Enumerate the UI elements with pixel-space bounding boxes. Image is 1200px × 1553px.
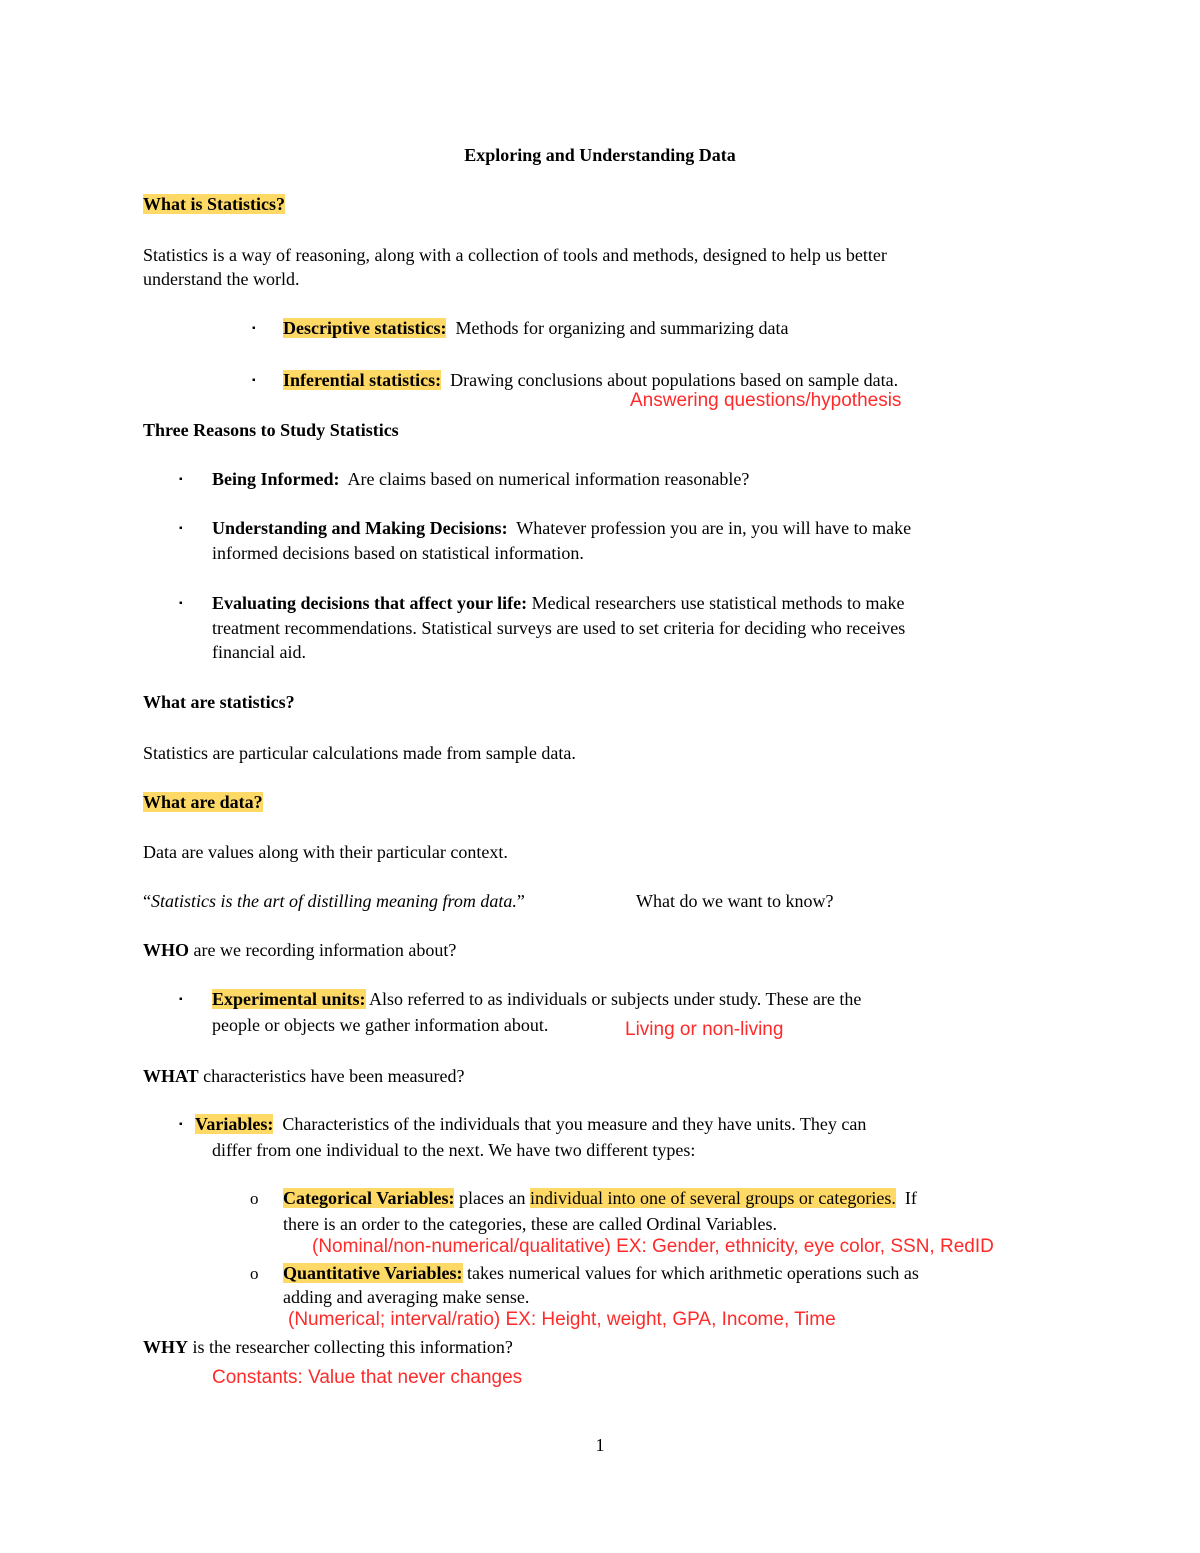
paragraph-line: Statistics is a way of reasoning, along with a collection of tools and methods, designed to help us better	[143, 245, 887, 265]
handwritten-annotation: (Numerical; interval/ratio) EX: Height, weight, GPA, Income, Time	[288, 1309, 836, 1330]
paragraph-line: Data are values along with their particular context.	[143, 842, 508, 862]
list-item-continuation: treatment recommendations. Statistical surveys are used to set criteria for deciding who receives	[212, 618, 906, 638]
what-line: WHAT characteristics have been measured?	[143, 1066, 465, 1086]
page-number: 1	[595, 1435, 605, 1455]
square-bullet-icon: ▪	[179, 1119, 183, 1130]
list-item-continuation: financial aid.	[212, 642, 306, 662]
square-bullet-icon: ▪	[252, 323, 256, 334]
list-item-evaluating: Evaluating decisions that affect your life: Medical researchers use statistical methods to make	[212, 593, 905, 613]
square-bullet-icon: ▪	[252, 375, 256, 386]
quote-line: “Statistics is the art of distilling meaning from data.”	[143, 891, 525, 911]
list-item-continuation: differ from one individual to the next. We have two different types:	[212, 1140, 696, 1160]
why-line: WHY is the researcher collecting this information?	[143, 1337, 513, 1357]
handwritten-annotation: Constants: Value that never changes	[212, 1367, 523, 1388]
heading-what-are-statistics: What are statistics?	[143, 692, 295, 712]
circle-bullet-icon: o	[250, 1189, 259, 1208]
document-title: Exploring and Understanding Data	[464, 145, 736, 165]
handwritten-annotation: Answering questions/hypothesis	[630, 390, 902, 411]
list-item-categorical: Categorical Variables: places an individual into one of several groups or categories. If	[283, 1188, 917, 1208]
list-item-continuation: people or objects we gather information about.	[212, 1015, 549, 1035]
list-item-descriptive: Descriptive statistics: Methods for organizing and summarizing data	[283, 318, 789, 338]
question-line: What do we want to know?	[636, 891, 834, 911]
who-line: WHO are we recording information about?	[143, 940, 457, 960]
square-bullet-icon: ▪	[179, 474, 183, 485]
square-bullet-icon: ▪	[179, 994, 183, 1005]
list-item-being-informed: Being Informed: Are claims based on numerical information reasonable?	[212, 469, 750, 489]
list-item-variables: Variables: Characteristics of the individuals that you measure and they have units. They can	[195, 1114, 867, 1134]
handwritten-annotation: Living or non-living	[625, 1019, 784, 1040]
list-item-decisions: Understanding and Making Decisions: Whatever profession you are in, you will have to make	[212, 518, 912, 538]
list-item-continuation: informed decisions based on statistical information.	[212, 543, 584, 563]
square-bullet-icon: ▪	[179, 523, 183, 534]
list-item-inferential: Inferential statistics: Drawing conclusions about populations based on sample data.	[283, 370, 899, 390]
heading-three-reasons: Three Reasons to Study Statistics	[143, 420, 399, 440]
list-item-continuation: there is an order to the categories, these are called Ordinal Variables.	[283, 1214, 777, 1234]
handwritten-annotation: (Nominal/non-numerical/qualitative) EX: Gender, ethnicity, eye color, SSN, RedID	[312, 1236, 994, 1257]
heading-what-are-data: What are data?	[143, 792, 263, 812]
list-item-quantitative: Quantitative Variables: takes numerical values for which arithmetic operations such as	[283, 1263, 919, 1283]
square-bullet-icon: ▪	[179, 598, 183, 609]
circle-bullet-icon: o	[250, 1264, 259, 1283]
list-item-continuation: adding and averaging make sense.	[283, 1287, 530, 1307]
paragraph-line: understand the world.	[143, 269, 300, 289]
paragraph-line: Statistics are particular calculations made from sample data.	[143, 743, 576, 763]
heading-what-is-statistics: What is Statistics?	[143, 194, 286, 214]
list-item-experimental-units: Experimental units: Also referred to as individuals or subjects under study. These are the	[212, 989, 862, 1009]
